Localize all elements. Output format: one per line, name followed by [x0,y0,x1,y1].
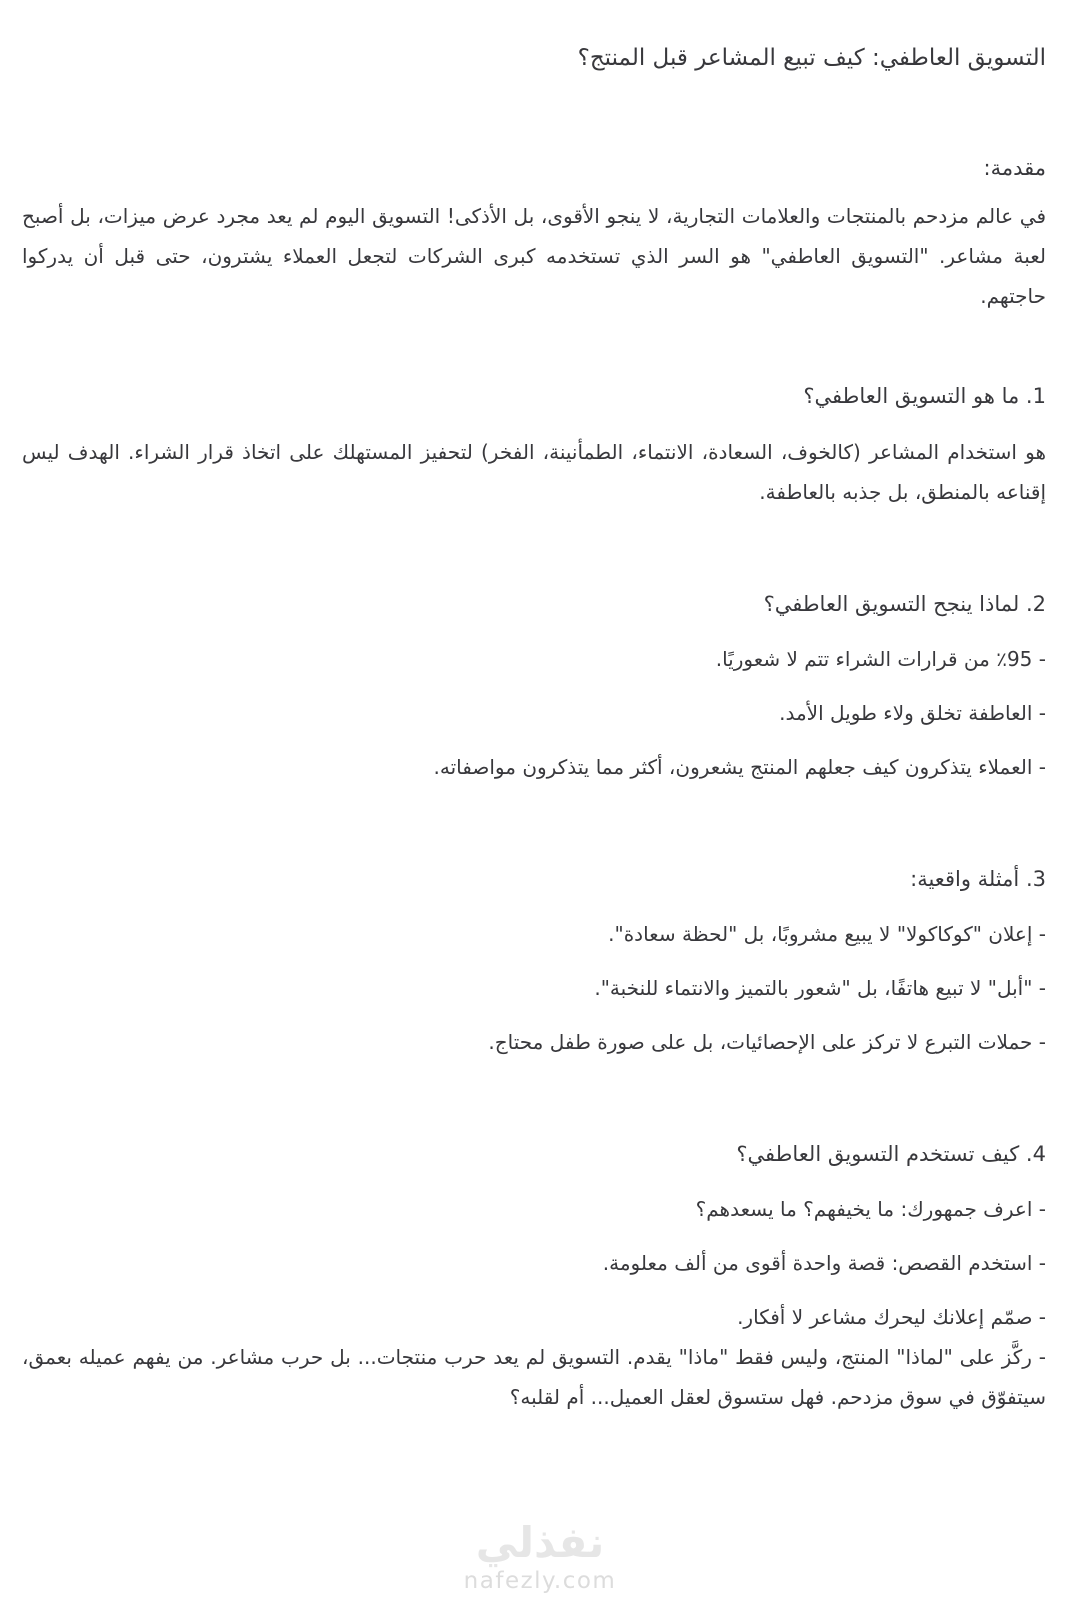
section-3-heading: 3. أمثلة واقعية: [910,867,1046,891]
closing-paragraph: - ركَّز على "لماذا" المنتج، وليس فقط "ماذا" يقدم. التسويق لم يعد حرب منتجات... بل حرب مشاعر. من يفهم عميله بعمق، سيتفوّق في سوق مزدحم. فهل ستسوق لعقل العميل... أم لقلبه؟ [22,1345,1046,1409]
section-3-bullet-2: - "أبل" لا تبيع هاتفًا، بل "شعور بالتميز والانتماء للنخبة". [594,976,1046,1000]
section-3-bullet-1: - إعلان "كوكاكولا" لا يبيع مشروبًا، بل "لحظة سعادة". [608,922,1046,946]
document-title: التسويق العاطفي: كيف تبيع المشاعر قبل المنتج؟ [577,45,1046,71]
section-1-body: هو استخدام المشاعر (كالخوف، السعادة، الانتماء، الطمأنينة، الفخر) لتحفيز المستهلك على اتخاذ قرار الشراء. الهدف ليس إقناعه بالمنطق، بل جذبه بالعاطفة. [22,440,1046,504]
section-3-bullet-3: - حملات التبرع لا تركز على الإحصائيات، بل على صورة طفل محتاج. [488,1030,1046,1054]
intro-heading: مقدمة: [983,156,1046,180]
section-2-bullet-1: - ٪95 من قرارات الشراء تتم لا شعوريًا. [715,647,1046,671]
section-4-bullet-3: - صمّم إعلانك ليحرك مشاعر لا أفكار. [737,1305,1046,1329]
section-4-bullet-2: - استخدم القصص: قصة واحدة أقوى من ألف معلومة. [602,1251,1046,1275]
watermark-domain-text: nafezly.com [463,1568,617,1594]
section-2-bullet-3: - العملاء يتذكرون كيف جعلهم المنتج يشعرون، أكثر مما يتذكرون مواصفاته. [433,755,1046,779]
intro-paragraph: في عالم مزدحم بالمنتجات والعلامات التجارية، لا ينجو الأقوى، بل الأذكى! التسويق اليوم لم يعد مجرد عرض ميزات، بل أصبح لعبة مشاعر. "التسويق العاطفي" هو السر الذي تستخدمه كبرى الشركات لتجعل العملاء يشترون، حتى قبل أن يدركوا حاجتهم. [22,204,1046,308]
section-2-heading: 2. لماذا ينجح التسويق العاطفي؟ [763,592,1046,616]
section-1-heading: 1. ما هو التسويق العاطفي؟ [803,384,1046,408]
nafezly-logo: نفذلي [475,1518,605,1567]
section-2-bullet-2: - العاطفة تخلق ولاء طويل الأمد. [779,701,1046,725]
section-4-heading: 4. كيف تستخدم التسويق العاطفي؟ [736,1142,1046,1166]
watermark [0,1520,1080,1594]
section-4-bullet-1: - اعرف جمهورك: ما يخيفهم؟ ما يسعدهم؟ [695,1197,1046,1221]
